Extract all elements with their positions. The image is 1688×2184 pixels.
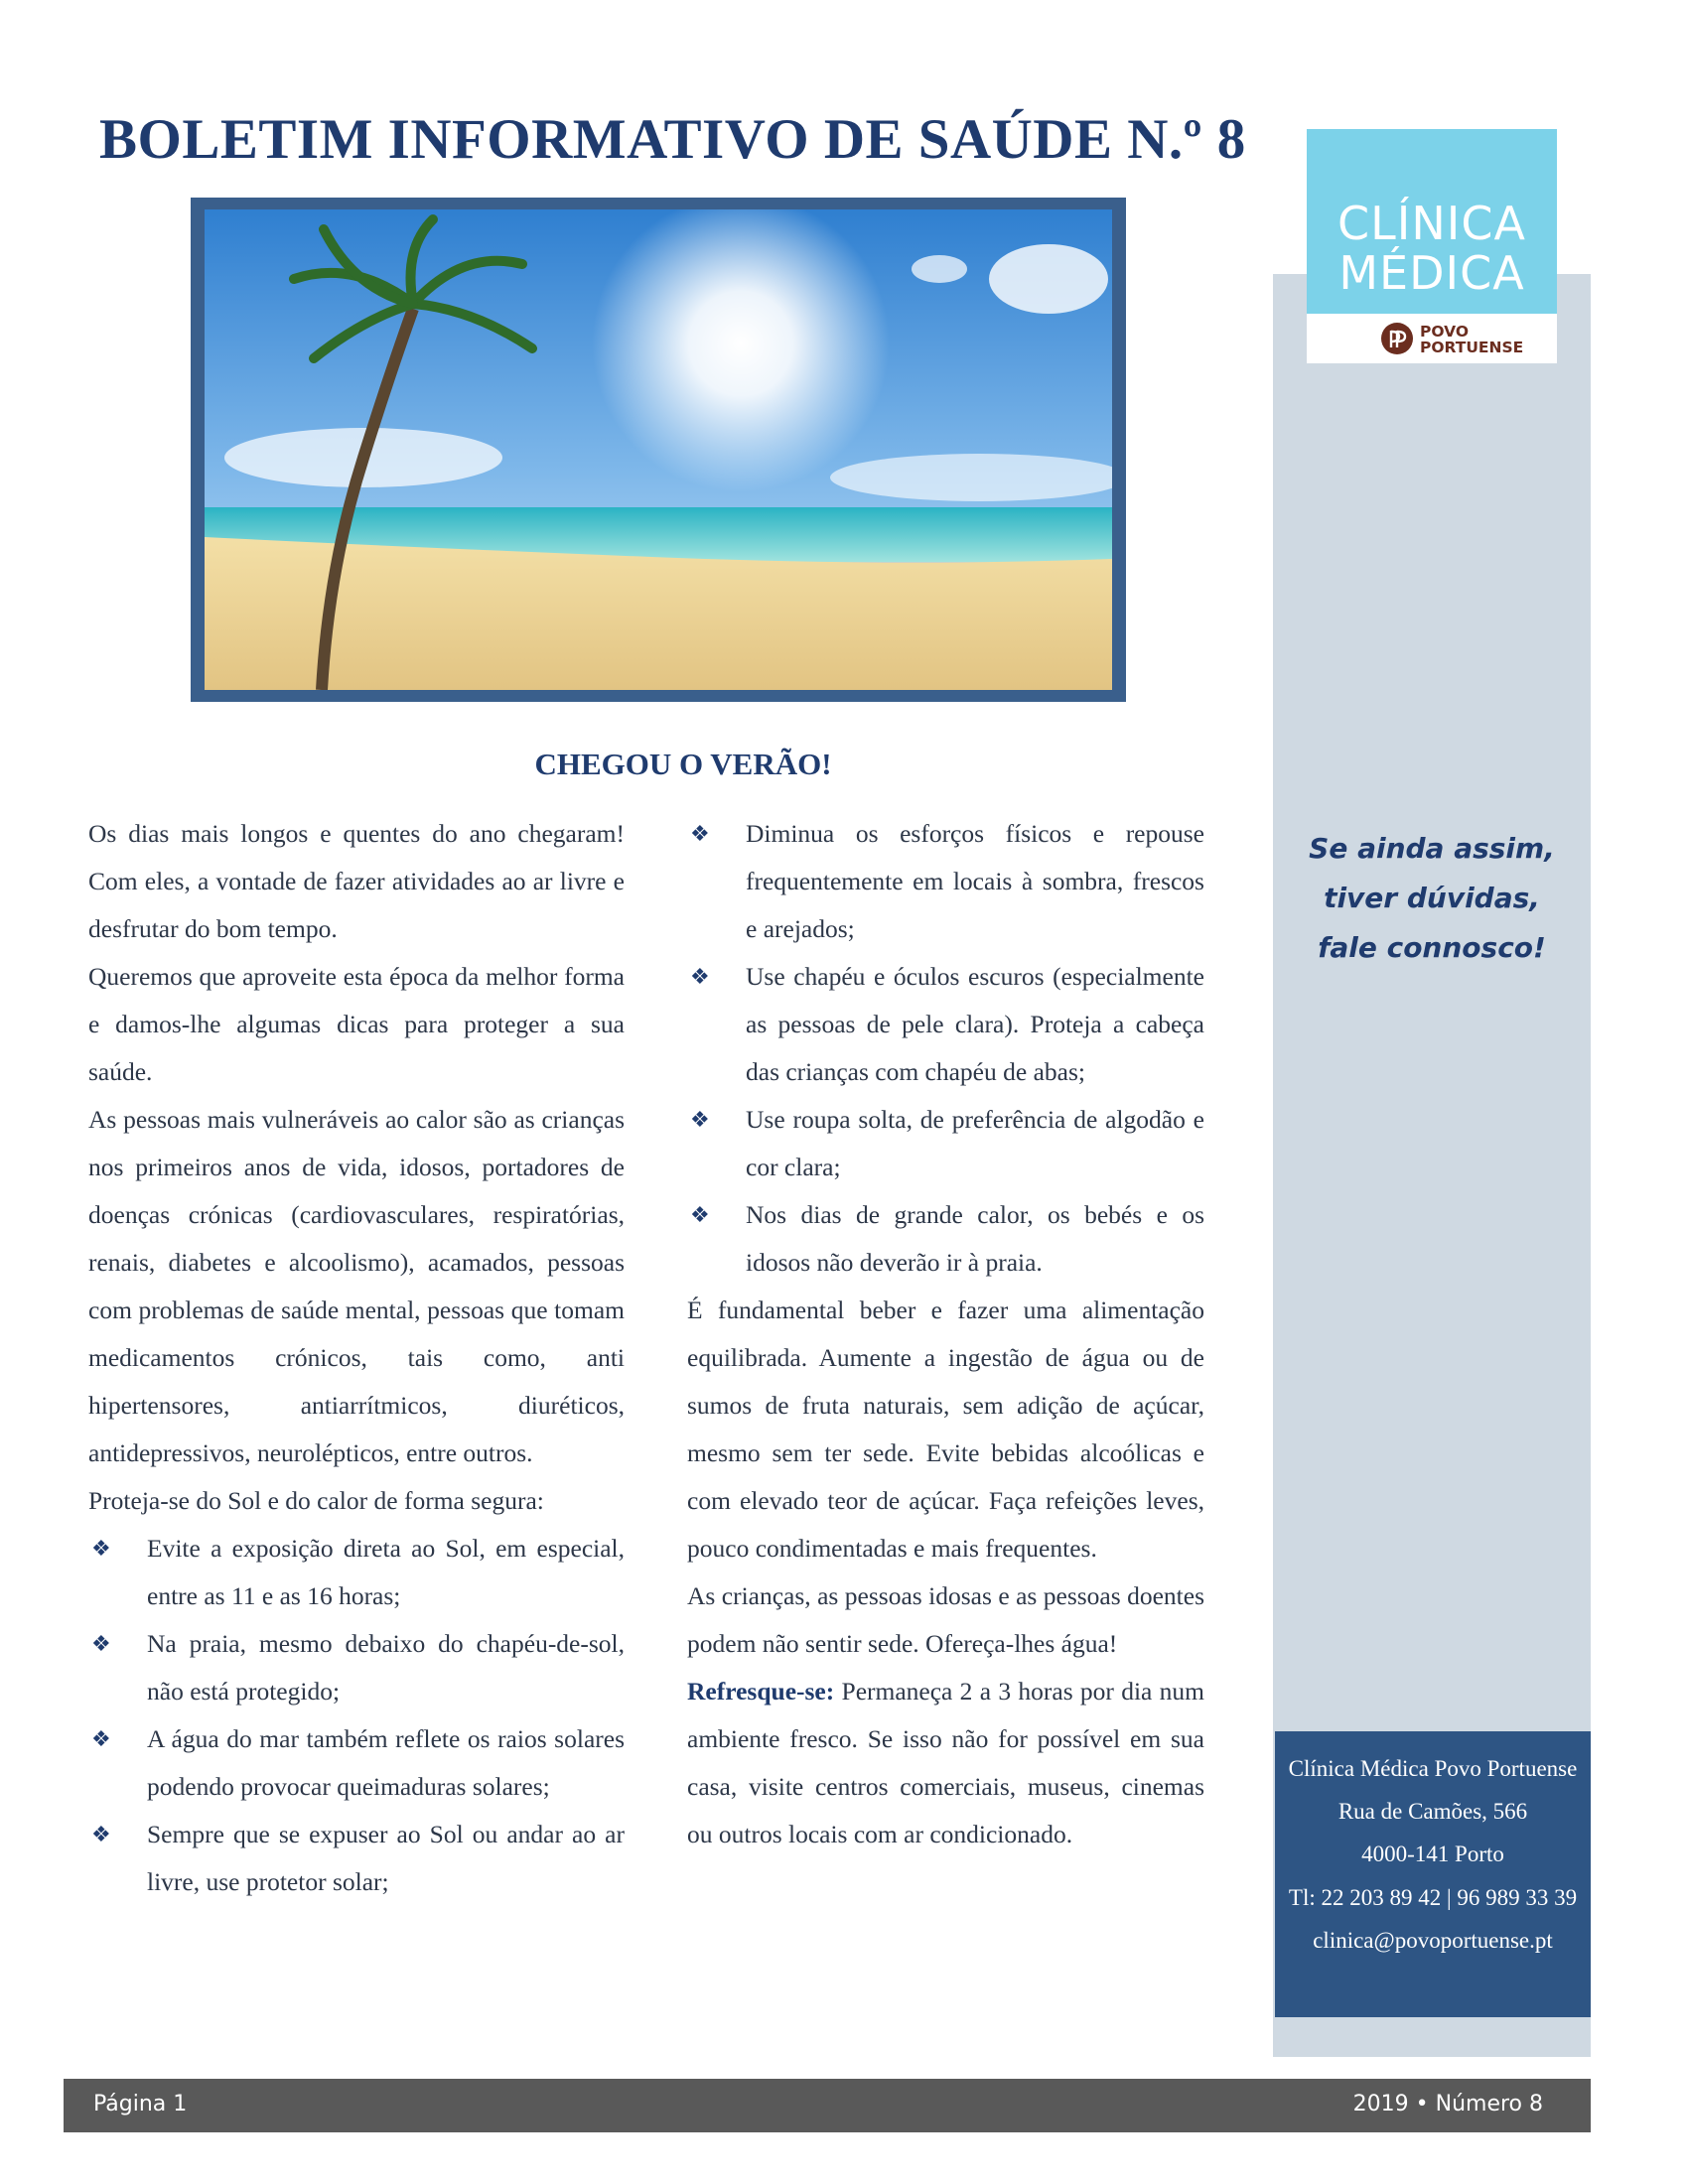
list-item: ❖ A água do mar também reflete os raios solares podendo provocar queimaduras solares; xyxy=(88,1715,625,1811)
beach-photo xyxy=(191,198,1126,702)
diamond-bullet-icon: ❖ xyxy=(91,1631,111,1656)
page-footer xyxy=(64,2079,1591,2132)
intro-paragraph: Os dias mais longos e quentes do ano chegaram! Com eles, a vontade de fazer atividades ao ar livre e desfrutar do bom tempo. xyxy=(88,819,625,943)
left-column xyxy=(88,810,625,1906)
diamond-bullet-icon: ❖ xyxy=(91,1536,111,1561)
vulnerable-groups-paragraph: As pessoas mais vulneráveis ao calor são as crianças nos primeiros anos de vida, idosos, portadores de doenças crónicas (cardiovasculares, respiratórias, renais, diabetes e alcoolismo), acamados, pessoas com problemas de saúde mental, pessoas que tomam medicamentos crónicos, tais como, anti hipertensores, antiarrítmicos, diuréticos, antidepressivos, neurolépticos, entre outros. xyxy=(88,1105,625,1467)
list-item: ❖ Nos dias de grande calor, os bebés e os idosos não deverão ir à praia. xyxy=(687,1191,1204,1287)
quote-line: Se ainda assim, xyxy=(1309,832,1555,865)
page-number: Página 1 xyxy=(93,2092,188,2116)
clinic-logo xyxy=(1307,129,1557,363)
right-bullet-list xyxy=(687,810,1204,1287)
thirst-paragraph: As crianças, as pessoas idosas e as pessoas doentes podem não sentir sede. Ofereça-lhes água! xyxy=(687,1581,1204,1658)
diamond-bullet-icon: ❖ xyxy=(91,1726,111,1751)
list-item: ❖ Sempre que se expuser ao Sol ou andar ao ar livre, use protetor solar; xyxy=(88,1811,625,1906)
logo-brand-name xyxy=(1420,324,1523,355)
cool-down-text: Permaneça 2 a 3 horas por dia num ambiente fresco. Se isso não for possível em sua casa, visite centros comerciais, museus, cinemas ou outros locais com ar condicionado. xyxy=(687,1677,1204,1848)
sidebar-quote xyxy=(1273,824,1591,973)
tips-paragraph: Queremos que aproveite esta época da melhor forma e damos-lhe algumas dicas para proteger a sua saúde. xyxy=(88,962,625,1086)
list-item: ❖ Use chapéu e óculos escuros (especialmente as pessoas de pele clara). Proteja a cabeça das crianças com chapéu de abas; xyxy=(687,953,1204,1096)
quote-line: tiver dúvidas, xyxy=(1324,882,1540,914)
contact-clinic-name: Clínica Médica Povo Portuense xyxy=(1288,1756,1578,1781)
diamond-bullet-icon: ❖ xyxy=(690,964,710,989)
logo-brand-povo: POVO xyxy=(1420,323,1470,341)
diamond-bullet-icon: ❖ xyxy=(91,1822,111,1846)
contact-phone: Tl: 22 203 89 42 | 96 989 33 39 xyxy=(1288,1885,1578,1910)
beach-illustration xyxy=(205,209,1112,690)
contact-box xyxy=(1275,1731,1591,2017)
contact-city: 4000-141 Porto xyxy=(1361,1842,1504,1866)
article-headline: CHEGOU O VERÃO! xyxy=(534,747,832,781)
right-column xyxy=(687,810,1204,2063)
quote-line: fale connosco! xyxy=(1318,931,1546,964)
cool-down-label: Refresque-se: xyxy=(687,1677,835,1706)
diamond-bullet-icon: ❖ xyxy=(690,1107,710,1132)
logo-word-medica: MÉDICA xyxy=(1338,246,1525,300)
diamond-bullet-icon: ❖ xyxy=(690,821,710,846)
protection-intro: Proteja-se do Sol e do calor de forma segura: xyxy=(88,1486,544,1515)
logo-brand-portuense: PORTUENSE xyxy=(1420,339,1524,356)
logo-word-clinica: CLÍNICA xyxy=(1337,197,1526,250)
list-item: ❖ Evite a exposição direta ao Sol, em especial, entre as 11 e as 16 horas; xyxy=(88,1525,625,1620)
contact-email: clinica@povoportuense.pt xyxy=(1313,1928,1553,1953)
list-item: ❖ Na praia, mesmo debaixo do chapéu-de-sol, não está protegido; xyxy=(88,1620,625,1715)
issue-number: 2019 • Número 8 xyxy=(1352,2092,1543,2116)
left-bullet-list xyxy=(88,1525,625,1906)
logo-banner xyxy=(1307,129,1557,314)
hydration-paragraph: É fundamental beber e fazer uma alimentação equilibrada. Aumente a ingestão de água ou de sumos de fruta naturais, sem adição de açúcar, mesmo sem ter sede. Evite bebidas alcoólicas e com elevado teor de açúcar. Faça refeições leves, pouco condimentadas e mais frequentes. xyxy=(687,1296,1204,1563)
list-item: ❖ Diminua os esforços físicos e repouse frequentemente em locais à sombra, frescos e arejados; xyxy=(687,810,1204,953)
contact-street: Rua de Camões, 566 xyxy=(1337,1799,1528,1824)
cool-down-paragraph xyxy=(687,1668,1204,1858)
bulletin-title: BOLETIM INFORMATIVO DE SAÚDE N.º 8 xyxy=(99,108,1246,171)
povo-portuense-emblem-icon xyxy=(1380,322,1414,355)
diamond-bullet-icon: ❖ xyxy=(690,1202,710,1227)
list-item: ❖ Use roupa solta, de preferência de algodão e cor clara; xyxy=(687,1096,1204,1191)
